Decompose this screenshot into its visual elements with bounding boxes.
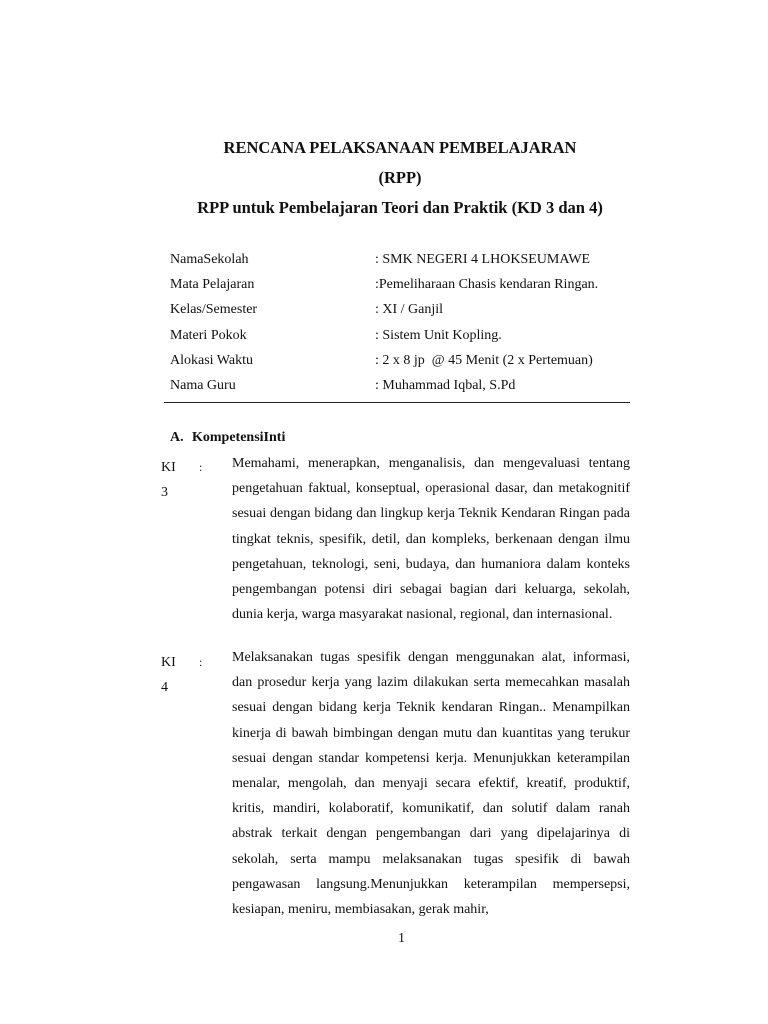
- info-label-subject: Mata Pelajaran: [170, 277, 255, 292]
- ki-description: Memahami, menerapkan, menganalisis, dan mengevaluasi tentang pengetahuan faktual, konseptual, operasional dasar, dan metakognitif sesuai dengan bidang dan lingkup kerja Teknik Kendaran Ringan pada tingkat teknis, spesifik, detil, dan kompleks, berkenaan dengan ilmu pengetahuan, teknologi, seni, budaya, dan humaniora dalam konteks pengembangan potensi diri sebagai bagian dari keluarga, sekolah, dunia kerja, warga masyarakat nasional, regional, dan internasional.: [232, 456, 630, 623]
- info-value-time-allocation: : 2 x 8 jp @ 45 Menit (2 x Pertemuan): [375, 353, 593, 368]
- info-value-school: : SMK NEGERI 4 LHOKSEUMAWE: [375, 252, 591, 267]
- horizontal-divider: [164, 402, 630, 403]
- section-letter: A.: [170, 430, 184, 445]
- info-label-class-semester: Kelas/Semester: [170, 302, 258, 317]
- document-title-abbreviation: (RPP): [378, 168, 422, 187]
- page-number: 1: [398, 931, 405, 946]
- ki-code: KI 4: [161, 655, 176, 695]
- document-title: RENCANA PELAKSANAAN PEMBELAJARAN: [223, 138, 577, 157]
- info-label-topic: Materi Pokok: [170, 328, 247, 343]
- info-label-school: NamaSekolah: [170, 252, 249, 267]
- info-label-time-allocation: Alokasi Waktu: [170, 353, 253, 368]
- ki-description: Melaksanakan tugas spesifik dengan menggunakan alat, informasi, dan prosedur kerja yang lazim dilakukan serta memecahkan masalah sesuai dengan bidang kerja Teknik kendaran Ringan.. Menampilkan kinerja di bawah bimbingan dengan mutu dan kuantitas yang terukur sesuai dengan standar kompetensi kerja. Menunjukkan keterampilan menalar, mengolah, dan menyaji secara efektif, kreatif, produktif, kritis, mandiri, kolaboratif, komunikatif, dan solutif dalam ranah abstrak terkait dengan pengembangan dari yang dipelajarinya di sekolah, serta mampu melaksanakan tugas spesifik di bawah pengawasan langsung.Menunjukkan keterampilan mempersepsi, kesiapan, meniru, membiasakan, gerak mahir,: [232, 650, 630, 918]
- info-value-topic: : Sistem Unit Kopling.: [375, 328, 502, 343]
- ki-colon: :: [199, 655, 203, 669]
- info-value-class-semester: : XI / Ganjil: [375, 302, 444, 317]
- info-value-teacher: : Muhammad Iqbal, S.Pd: [375, 378, 516, 393]
- ki-colon: :: [199, 460, 203, 474]
- document-subtitle: RPP untuk Pembelajaran Teori dan Praktik (KD 3 dan 4): [197, 198, 603, 217]
- section-heading-competency: [170, 429, 285, 447]
- info-value-subject: :Pemeliharaan Chasis kendaran Ringan.: [375, 277, 599, 292]
- ki-code: KI 3: [161, 460, 176, 500]
- info-label-teacher: Nama Guru: [170, 378, 236, 393]
- section-title: KompetensiInti: [192, 430, 286, 445]
